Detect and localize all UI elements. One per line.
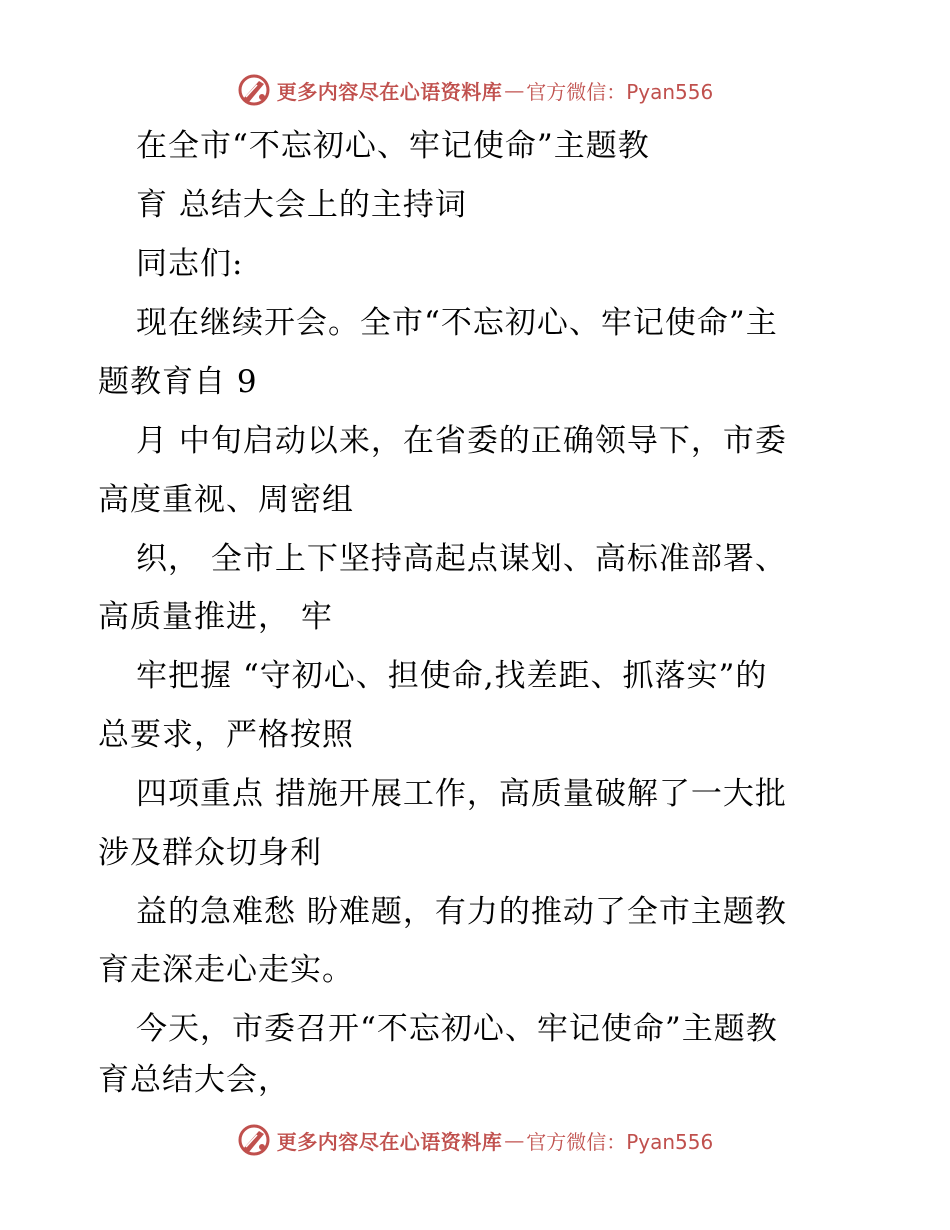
pen-logo-icon [237, 1123, 271, 1157]
paragraph-line: 今天，市委召开“不忘初心、牢记使命”主题教 [136, 1011, 778, 1047]
salutation: 同志们: [136, 246, 244, 282]
banner-contact: 官方微信：Pyan556 [526, 1129, 714, 1154]
header-banner [0, 70, 950, 110]
banner-contact: 官方微信：Pyan556 [526, 79, 714, 104]
document-title-line-1: 在全市“不忘初心、牢记使命”主题教 [136, 128, 650, 164]
document-title-line-2: 育 总结大会上的主持词 [136, 187, 467, 223]
paragraph-line: 四项重点 措施开展工作，高质量破解了一大批 [136, 776, 787, 812]
paragraph-line: 月 中旬启动以来，在省委的正确领导下，市委 [136, 423, 787, 459]
banner-separator: — [504, 78, 525, 102]
paragraph-line: 高度重视、周密组 [98, 482, 354, 518]
paragraph-line: 牢把握 “守初心、担使命,找差距、抓落实”的 [136, 658, 768, 694]
paragraph-line: 高质量推进， 牢 [98, 599, 333, 635]
paragraph-line: 育总结大会， [98, 1062, 290, 1098]
banner-text: 更多内容尽在心语资料库 [276, 79, 503, 104]
paragraph-line: 益的急难愁 盼难题，有力的推动了全市主题教 [136, 894, 787, 930]
paragraph-line: 涉及群众切身利 [98, 835, 322, 871]
pen-logo-icon [237, 73, 271, 107]
paragraph-line: 总要求，严格按照 [98, 717, 354, 753]
banner-text: 更多内容尽在心语资料库 [276, 1129, 503, 1154]
footer-banner [0, 1120, 950, 1160]
paragraph-line: 现在继续开会。全市“不忘初心、牢记使命”主 [136, 305, 778, 341]
paragraph-line: 育走深走心走实。 [98, 952, 354, 988]
paragraph-line: 织， 全市上下坚持高起点谋划、高标准部署、 [136, 541, 787, 577]
paragraph-line: 题教育自 9 [98, 364, 258, 400]
banner-separator: — [504, 1128, 525, 1152]
